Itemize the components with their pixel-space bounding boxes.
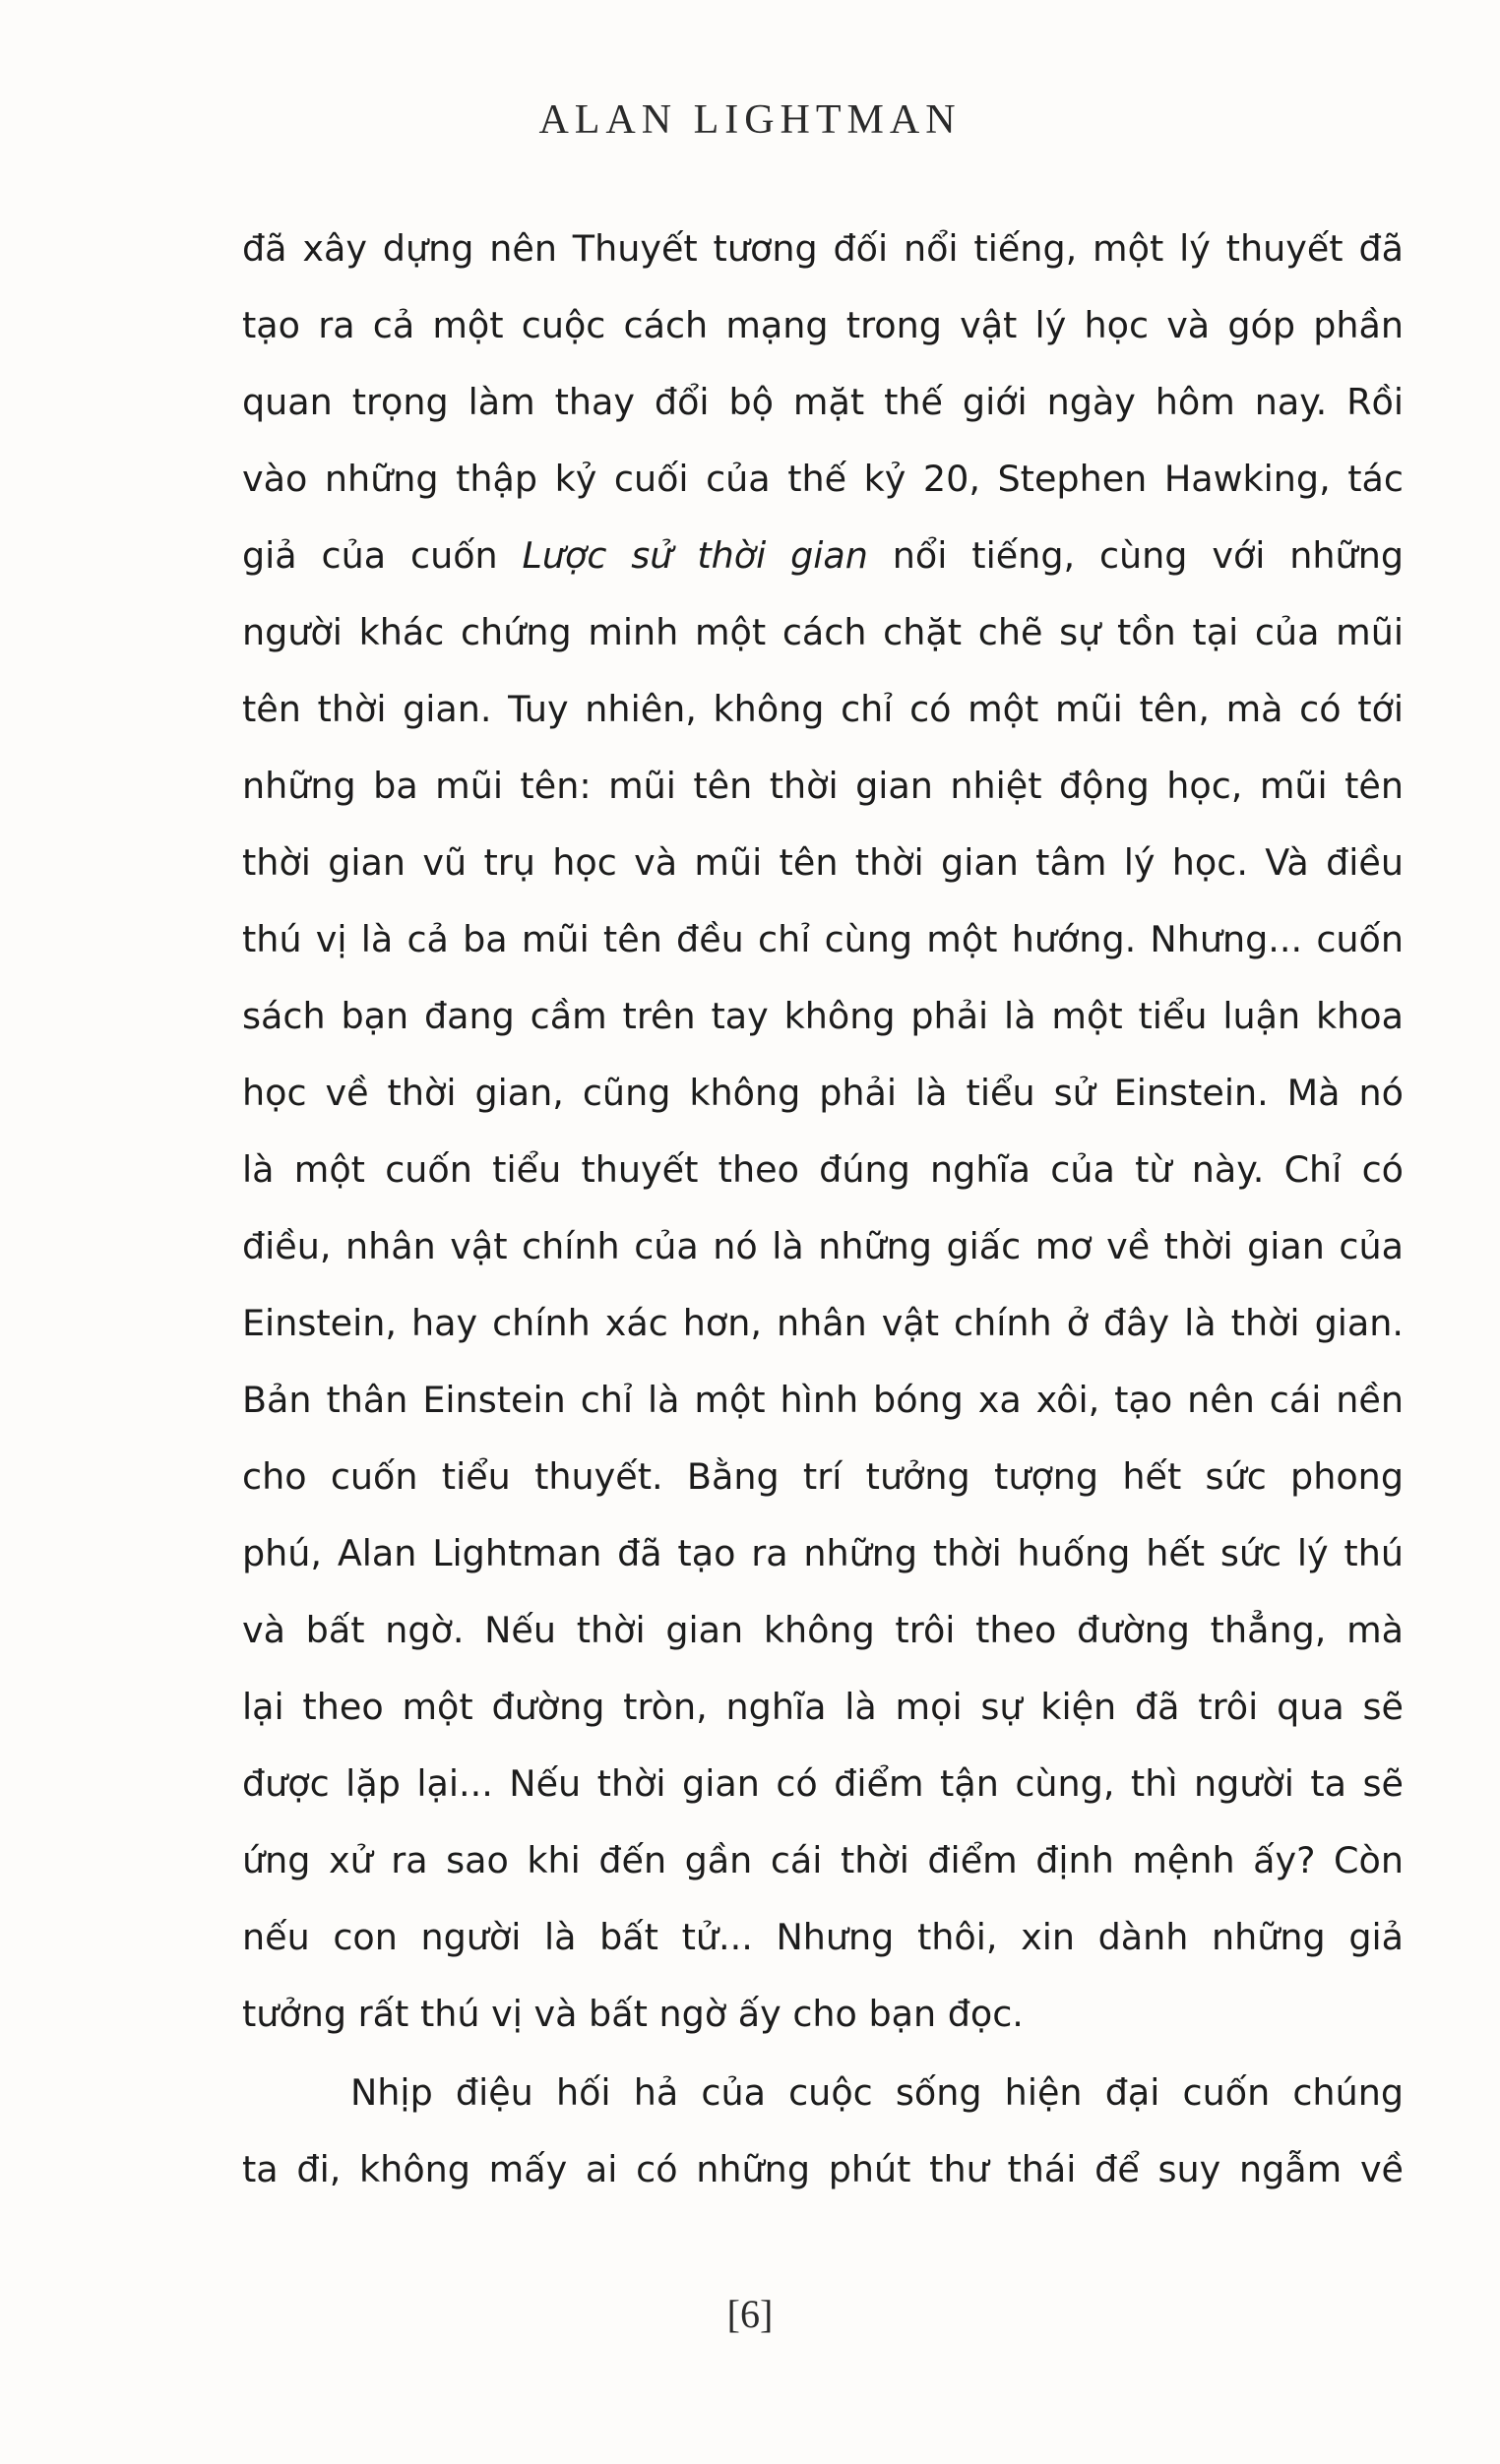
text-line: người khác chứng minh một cách chặt chẽ sự tồn tại của mũi (242, 611, 1404, 653)
text-fragment: nổi tiếng, cùng với những (867, 534, 1404, 577)
text-line: tạo ra cả một cuộc cách mạng trong vật lý học và góp phần (242, 304, 1404, 346)
text-line: thời gian vũ trụ học và mũi tên thời gian tâm lý học. Và điều (242, 841, 1404, 884)
text-line: đã xây dựng nên Thuyết tương đối nổi tiếng, một lý thuyết đã (242, 227, 1404, 270)
body-text (242, 211, 1404, 2208)
text-line: Einstein, hay chính xác hơn, nhân vật chính ở đây là thời gian. (242, 1302, 1404, 1344)
text-line: điều, nhân vật chính của nó là những giấc mơ về thời gian của (242, 1225, 1404, 1267)
text-line: và bất ngờ. Nếu thời gian không trôi theo đường thẳng, mà (242, 1609, 1404, 1651)
text-line: được lặp lại... Nếu thời gian có điểm tận cùng, thì người ta sẽ (242, 1762, 1404, 1805)
text-line: là một cuốn tiểu thuyết theo đúng nghĩa của từ này. Chỉ có (242, 1148, 1404, 1191)
page-number: [6] (726, 2292, 774, 2336)
text-line: những ba mũi tên: mũi tên thời gian nhiệt động học, mũi tên (242, 765, 1404, 807)
text-line-paragraph-start: Nhịp điệu hối hả của cuộc sống hiện đại cuốn chúng (350, 2071, 1404, 2114)
book-title: Lược sử thời gian (522, 534, 868, 577)
running-header: ALAN LIGHTMAN (538, 97, 962, 143)
text-line: lại theo một đường tròn, nghĩa là mọi sự kiện đã trôi qua sẽ (242, 1686, 1404, 1728)
text-line: ta đi, không mấy ai có những phút thư thái để suy ngẫm về (242, 2148, 1404, 2190)
text-line: ứng xử ra sao khi đến gần cái thời điểm định mệnh ấy? Còn (242, 1839, 1404, 1881)
text-line: vào những thập kỷ cuối của thế kỷ 20, Stephen Hawking, tác (242, 458, 1404, 500)
text-line: cho cuốn tiểu thuyết. Bằng trí tưởng tượng hết sức phong (242, 1455, 1404, 1498)
text-line: tên thời gian. Tuy nhiên, không chỉ có một mũi tên, mà có tới (242, 688, 1404, 730)
text-line: quan trọng làm thay đổi bộ mặt thế giới ngày hôm nay. Rồi (242, 381, 1404, 423)
text-line: nếu con người là bất tử... Nhưng thôi, xin dành những giả (242, 1916, 1404, 1958)
text-fragment: giả của cuốn (242, 534, 523, 577)
text-line: phú, Alan Lightman đã tạo ra những thời huống hết sức lý thú (242, 1532, 1404, 1574)
text-line: học về thời gian, cũng không phải là tiểu sử Einstein. Mà nó (242, 1072, 1404, 1114)
text-line: sách bạn đang cầm trên tay không phải là một tiểu luận khoa (242, 995, 1404, 1037)
text-line: Bản thân Einstein chỉ là một hình bóng xa xôi, tạo nên cái nền (242, 1379, 1404, 1421)
text-line-with-book-title (242, 518, 1404, 594)
text-line: thú vị là cả ba mũi tên đều chỉ cùng một hướng. Nhưng... cuốn (242, 918, 1404, 960)
text-line-paragraph-end: tưởng rất thú vị và bất ngờ ấy cho bạn đọc. (242, 1993, 1024, 2035)
